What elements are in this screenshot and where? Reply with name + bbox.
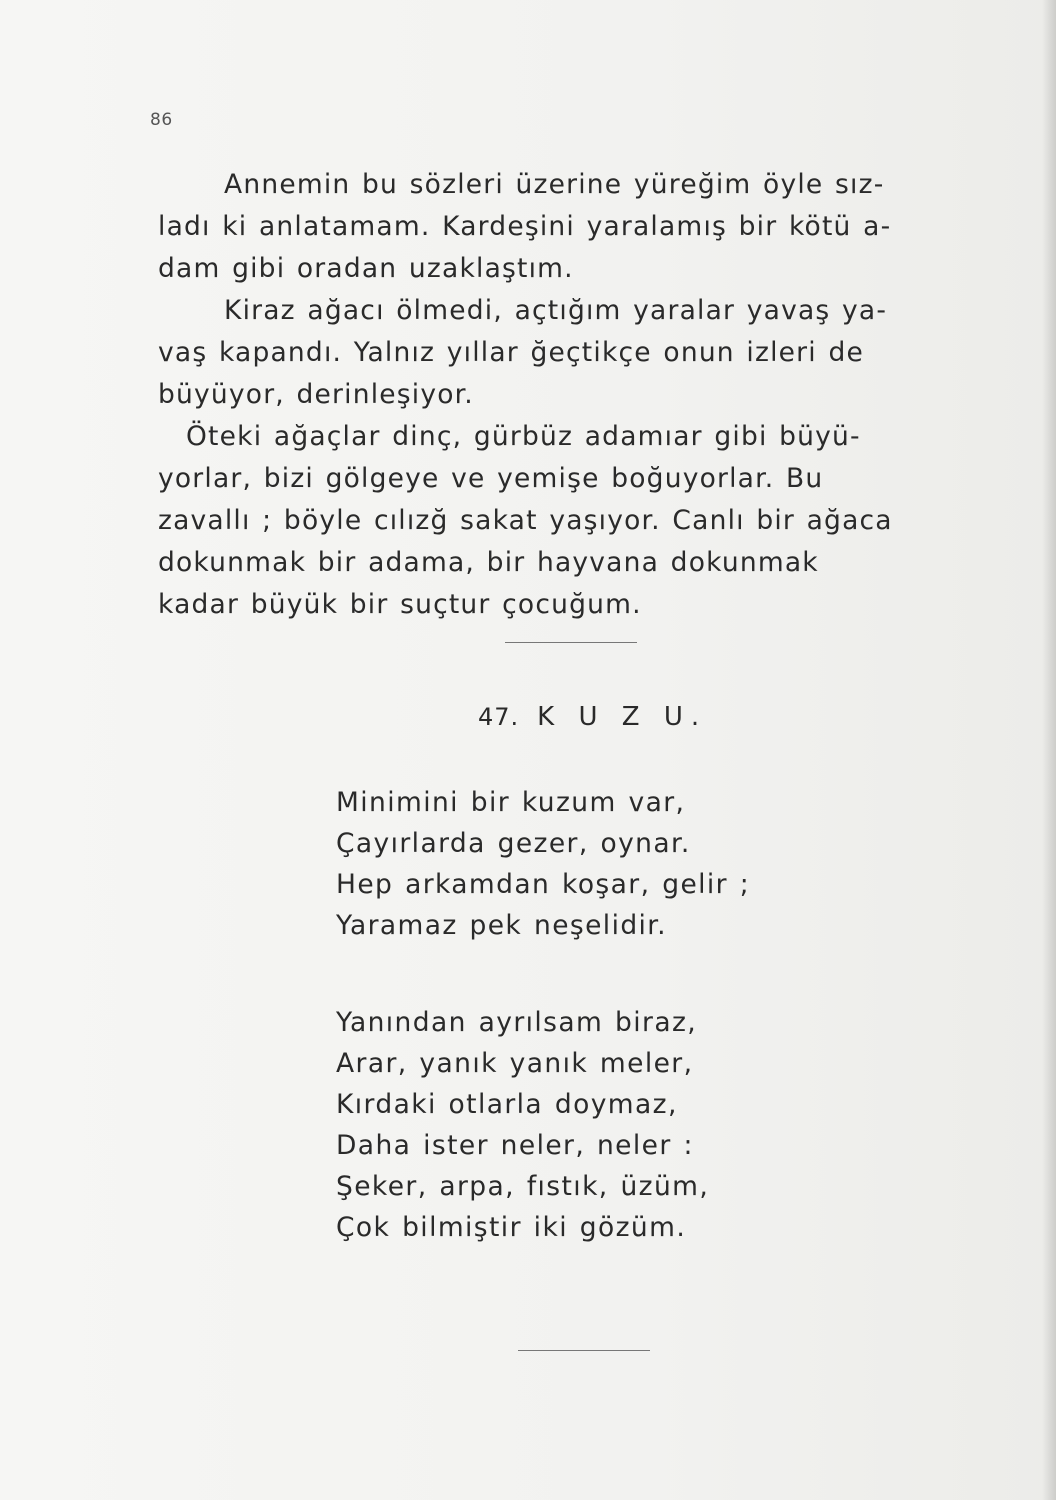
poem-line: Şeker, arpa, fıstık, üzüm, xyxy=(336,1171,710,1202)
poem-stanza xyxy=(336,782,856,946)
prose-line: büyüyor, derinleşiyor. xyxy=(158,379,474,410)
prose-line: dokunmak bir adama, bir hayvana dokunmak xyxy=(158,547,819,578)
prose-line: ladı ki anlatamam. Kardeşini yaralamış bir kötü a- xyxy=(158,211,892,242)
prose-line: kadar büyük bir suçtur çocuğum. xyxy=(158,589,642,620)
poem-stanza xyxy=(336,1002,856,1248)
prose-line: Öteki ağaçlar dinç, gürbüz adamıar gibi büyü- xyxy=(186,421,861,452)
poem-line: Yanından ayrılsam biraz, xyxy=(336,1007,698,1038)
prose-line: Kiraz ağacı ölmedi, açtığım yaralar yavaş ya- xyxy=(224,295,888,326)
poem-line: Daha ister neler, neler : xyxy=(336,1130,694,1161)
poem-line: Çayırlarda gezer, oynar. xyxy=(336,828,691,859)
page-number: 86 xyxy=(150,110,173,130)
poem-line: Hep arkamdan koşar, gelir ; xyxy=(336,869,751,900)
section-title: K U Z U. xyxy=(537,702,708,732)
prose-paragraphs xyxy=(158,164,988,626)
section-divider xyxy=(505,642,637,643)
prose-line: Annemin bu sözleri üzerine yüreğim öyle sız- xyxy=(224,169,885,200)
prose-line: yorlar, bizi gölgeye ve yemişe boğuyorlar. Bu xyxy=(158,463,824,494)
poem-line: Arar, yanık yanık meler, xyxy=(336,1048,694,1079)
prose-line: vaş kapandı. Yalnız yıllar ğeçtikçe onun izleri de xyxy=(158,337,864,368)
prose-line: zavallı ; böyle cılızğ sakat yaşıyor. Canlı bir ağaca xyxy=(158,505,893,536)
end-divider xyxy=(518,1350,650,1351)
poem-line: Minimini bir kuzum var, xyxy=(336,787,686,818)
page-edge-shadow xyxy=(1042,0,1056,1500)
section-number: 47. xyxy=(478,703,520,731)
poem-line: Yaramaz pek neşelidir. xyxy=(336,910,667,941)
section-heading xyxy=(478,702,707,732)
prose-line: dam gibi oradan uzaklaştım. xyxy=(158,253,574,284)
poem-line: Çok bilmiştir iki gözüm. xyxy=(336,1212,687,1243)
poem-line: Kırdaki otlarla doymaz, xyxy=(336,1089,678,1120)
